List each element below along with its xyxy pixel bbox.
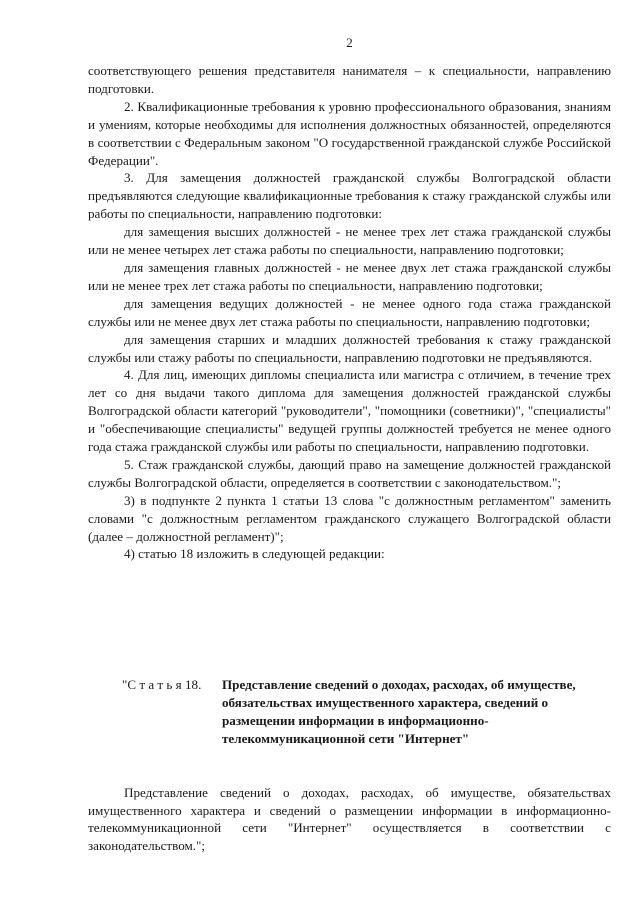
paragraph-item-2: 2. Квалификационные требования к уровню профессионального образования, знаниям и умениям, которые необходимы для исполнения должностных обязанностей, определяются в соответствии с Федеральным законом "О государственной гражданской службе Российской Федерации". [88, 98, 611, 168]
paragraph-highest-positions: для замещения высших должностей - не менее трех лет стажа гражданской службы или не менее четырех лет стажа работы по специальности, направлению подготовки; [88, 224, 611, 258]
paragraph-main-positions: для замещения главных должностей - не менее двух лет стажа гражданской службы или не менее трех лет стажа работы по специальности, направлению подготовки; [88, 259, 611, 293]
final-paragraph: Представление сведений о доходах, расходах, об имуществе, обязательствах имущественного характера и сведений о размещении информации в информационно-телекоммуникационной сети "Интернет" осуществляется в соответствии с законодательством."; [88, 785, 611, 853]
paragraph-item-4: 4. Для лиц, имеющих дипломы специалиста или магистра с отличием, в течение трех лет со дня выдачи такого диплома для замещения должностей гражданской службы Волгоградской области категорий "руководители", "помощники (советники)", "специалисты" и "обеспечивающие специалисты" ведущей группы должностей требуется не менее одного года стажа гражданской службы или работы по специальности, направлению подготовки. [88, 367, 611, 455]
article-prefix: "С т а т ь я 18. [122, 677, 202, 692]
paragraph-subitem-4: 4) статью 18 изложить в следующей редакции: [124, 546, 385, 562]
paragraph-leading-positions: для замещения ведущих должностей - не менее одного года стажа гражданской службы или не менее двух лет стажа работы по специальности, направлению подготовки; [88, 295, 611, 329]
article-18-body [88, 784, 611, 854]
article-heading: Представление сведений о доходах, расходах, об имуществе, обязательствах имущественного характера, сведений о размещении информации в информационно-телекоммуникационной сети "Интернет" [222, 677, 576, 746]
paragraph-item-5: 5. Стаж гражданской службы, дающий право на замещение должностей гражданской службы Волгоградской области, определяется в соответствии с законодательством."; [88, 456, 611, 490]
page-number: 2 [346, 35, 353, 50]
paragraph-senior-junior-positions: для замещения старших и младших должностей требования к стажу гражданской службы или стажу работы по специальности, направлению подготовки не предъявляются. [88, 331, 611, 365]
paragraph-continuation: соответствующего решения представителя нанимателя – к специальности, направлению подготовки. [88, 63, 611, 96]
document-body [88, 62, 611, 563]
paragraph-item-3: 3. Для замещения должностей гражданской службы Волгоградской области предъявляются следующие квалификационные требования к стажу гражданской службы или работы по специальности, направлению подготовки: [88, 170, 611, 222]
paragraph-subitem-3: 3) в подпункте 2 пункта 1 статьи 13 слова "с должностным регламентом" заменить словами "с должностным регламентом гражданского служащего Волгоградской области (далее – должностной регламент)"; [88, 492, 611, 544]
